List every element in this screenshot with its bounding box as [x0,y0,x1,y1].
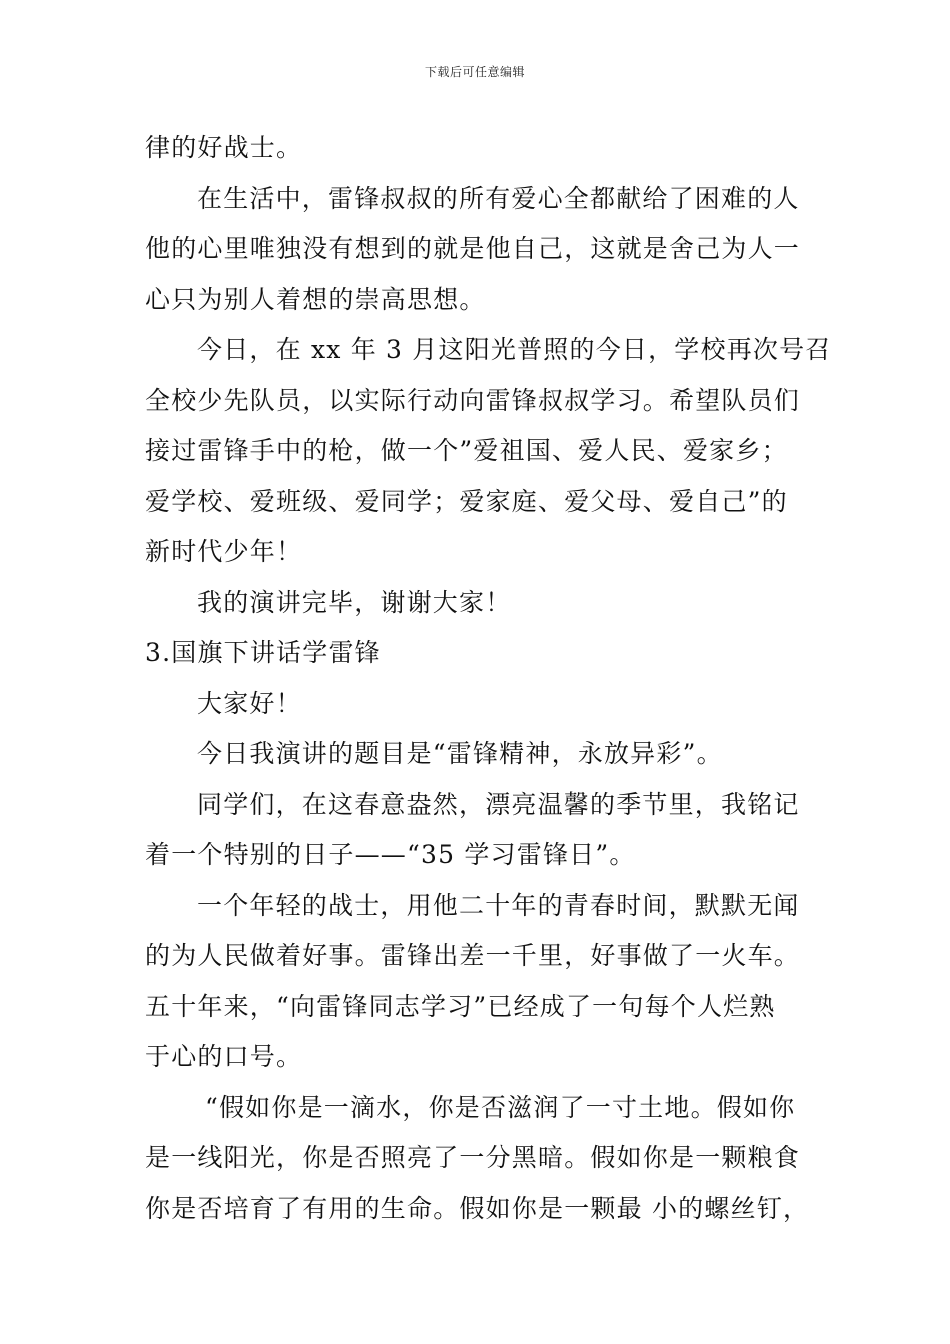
paragraph-line: 一个年轻的战士，用他二十年的青春时间，默默无闻 [197,890,800,920]
paragraph-line: 全校少先队员，以实际行动向雷锋叔叔学习。希望队员们 [145,385,801,415]
paragraph-line: 于心的口号。 [145,1042,303,1071]
paragraph-line: 今日，在 xx 年 3 月这阳光普照的今日，学校再次号召 [197,335,832,364]
paragraph-line: 五十年来，“向雷锋同志学习”已经成了一句每个人烂熟 [145,991,776,1021]
section-heading: 3.国旗下讲话学雷锋 [145,638,381,667]
paragraph-line: 心只为别人着想的崇高思想。 [145,284,486,314]
paragraph-line: 律的好战士。 [145,133,303,162]
paragraph-line: 今日我演讲的题目是“雷锋精神，永放异彩”。 [197,739,723,768]
paragraph-line: “假如你是一滴水，你是否滋润了一寸土地。假如你 [205,1092,796,1122]
paragraph-line: 大家好！ [197,688,302,718]
paragraph-line: 新时代少年！ [145,537,303,566]
document-body [145,123,832,1234]
paragraph-line: 在生活中，雷锋叔叔的所有爱心全都献给了困难的人 [197,183,800,213]
paragraph-line: 同学们，在这春意盎然，漂亮温馨的季节里，我铭记 [197,789,800,819]
paragraph-line: 他的心里唯独没有想到的就是他自己，这就是舍己为人一 [145,234,801,263]
page-header: 下载后可任意编辑 [424,65,525,79]
paragraph-line: 的为人民做着好事。雷锋出差一千里，好事做了一火车。 [145,941,801,970]
paragraph-line: 爱学校、爱班级、爱同学；爱家庭、爱父母、爱自己”的 [145,486,788,516]
paragraph-line: 是一线阳光，你是否照亮了一分黑暗。假如你是一颗粮食 [145,1143,801,1172]
paragraph-line: 你是否培育了有用的生命。假如你是一颗最 小的螺丝钉， [145,1193,810,1223]
paragraph-line: 着一个特别的日子——“35 学习雷锋日”。 [145,840,636,869]
paragraph-line: 接过雷锋手中的枪，做一个”爱祖国、爱人民、爱家乡； [145,436,788,465]
paragraph-line: 我的演讲完毕，谢谢大家！ [197,587,512,617]
